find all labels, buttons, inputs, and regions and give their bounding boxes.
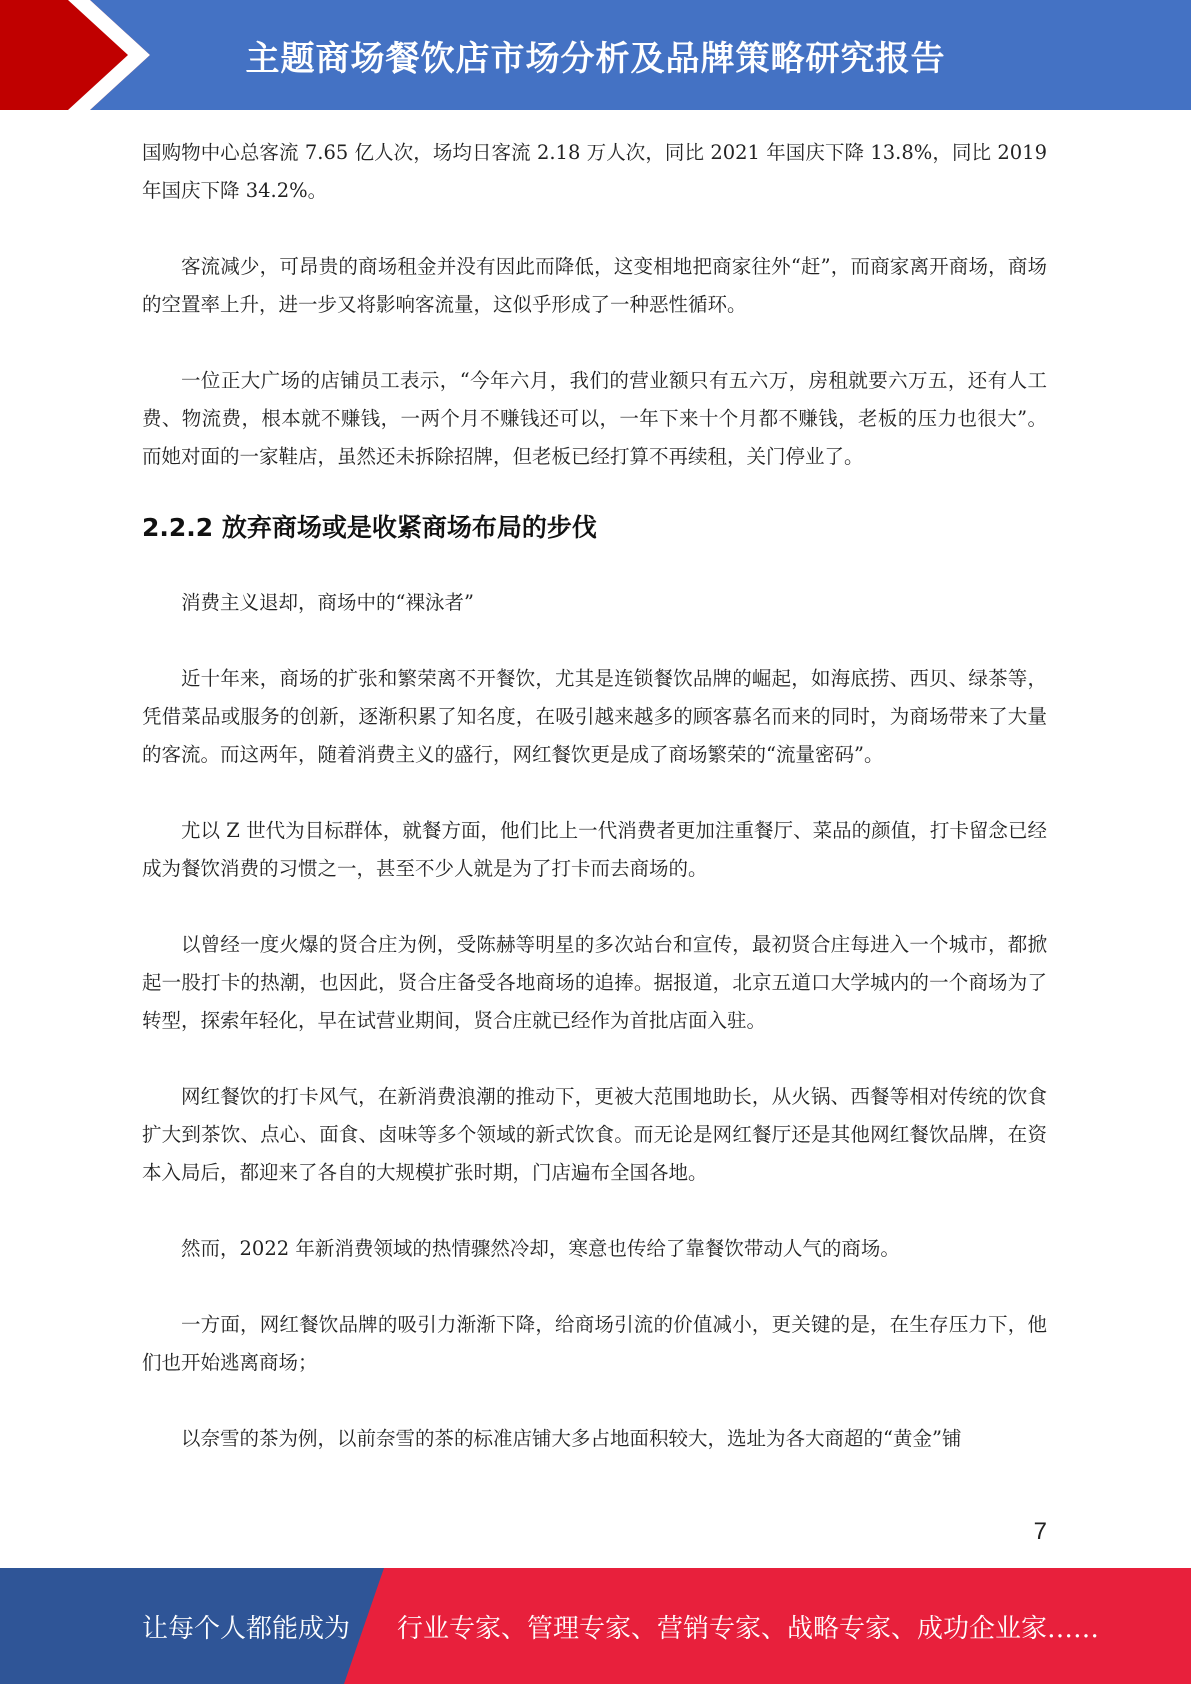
header-chevron-icon — [0, 0, 160, 110]
paragraph-9: 然而，2022 年新消费领域的热情骤然冷却，寒意也传给了靠餐饮带动人气的商场。 — [181, 1237, 900, 1260]
paragraph-7: 以曾经一度火爆的贤合庄为例，受陈赫等明星的多次站台和宣传，最初贤合庄每进入一个城市，都掀起一股打卡的热潮，也因此，贤合庄备受各地商场的追捧。据报道，北京五道口大学城内的一个商场为了转型，探索年轻化，早在试营业期间，贤合庄就已经作为首批店面入驻。 — [142, 933, 1047, 1032]
page-number: 7 — [1033, 1518, 1047, 1545]
paragraph-8: 网红餐饮的打卡风气，在新消费浪潮的推动下，更被大范围地助长，从火锅、西餐等相对传统的饮食扩大到茶饮、点心、面食、卤味等多个领域的新式饮食。而无论是网红餐厅还是其他网红餐饮品牌，在资本入局后，都迎来了各自的大规模扩张时期，门店遍布全国各地。 — [142, 1085, 1047, 1184]
section-heading: 2.2.2 放弃商场或是收紧商场布局的步伐 — [142, 513, 597, 542]
paragraph-6: 尤以 Z 世代为目标群体，就餐方面，他们比上一代消费者更加注重餐厅、菜品的颜值，打卡留念已经成为餐饮消费的习惯之一，甚至不少人就是为了打卡而去商场的。 — [142, 819, 1047, 880]
page-footer — [0, 1568, 1191, 1684]
paragraph-2: 客流减少，可昂贵的商场租金并没有因此而降低，这变相地把商家往外“赶”，而商家离开商场，商场的空置率上升，进一步又将影响客流量，这似乎形成了一种恶性循环。 — [142, 255, 1047, 316]
paragraph-11: 以奈雪的茶为例，以前奈雪的茶的标准店铺大多占地面积较大，选址为各大商超的“黄金”铺 — [181, 1427, 962, 1450]
footer-slogan-right: 行业专家、管理专家、营销专家、战略专家、成功企业家…… — [397, 1613, 1100, 1644]
paragraph-1: 国购物中心总客流 7.65 亿人次，场均日客流 2.18 万人次，同比 2021 年国庆下降 13.8%，同比 2019 年国庆下降 34.2%。 — [142, 141, 1047, 202]
paragraph-4: 消费主义退却，商场中的“裸泳者” — [181, 591, 474, 614]
document-body — [142, 134, 1047, 1496]
paragraph-10: 一方面，网红餐饮品牌的吸引力渐渐下降，给商场引流的价值减小，更关键的是，在生存压力下，他们也开始逃离商场； — [142, 1313, 1047, 1374]
report-title: 主题商场餐饮店市场分析及品牌策略研究报告 — [245, 38, 946, 79]
paragraph-5: 近十年来，商场的扩张和繁荣离不开餐饮，尤其是连锁餐饮品牌的崛起，如海底捞、西贝、绿茶等，凭借菜品或服务的创新，逐渐积累了知名度，在吸引越来越多的顾客慕名而来的同时，为商场带来了大量的客流。而这两年，随着消费主义的盛行，网红餐饮更是成了商场繁荣的“流量密码”。 — [142, 667, 1047, 766]
page-header — [0, 0, 1191, 110]
footer-slogan-left: 让每个人都能成为 — [142, 1613, 351, 1644]
paragraph-3: 一位正大广场的店铺员工表示，“今年六月，我们的营业额只有五六万，房租就要六万五，还有人工费、物流费，根本就不赚钱，一两个月不赚钱还可以，一年下来十个月都不赚钱，老板的压力也很大”。而她对面的一家鞋店，虽然还未拆除招牌，但老板已经打算不再续租，关门停业了。 — [142, 369, 1047, 468]
